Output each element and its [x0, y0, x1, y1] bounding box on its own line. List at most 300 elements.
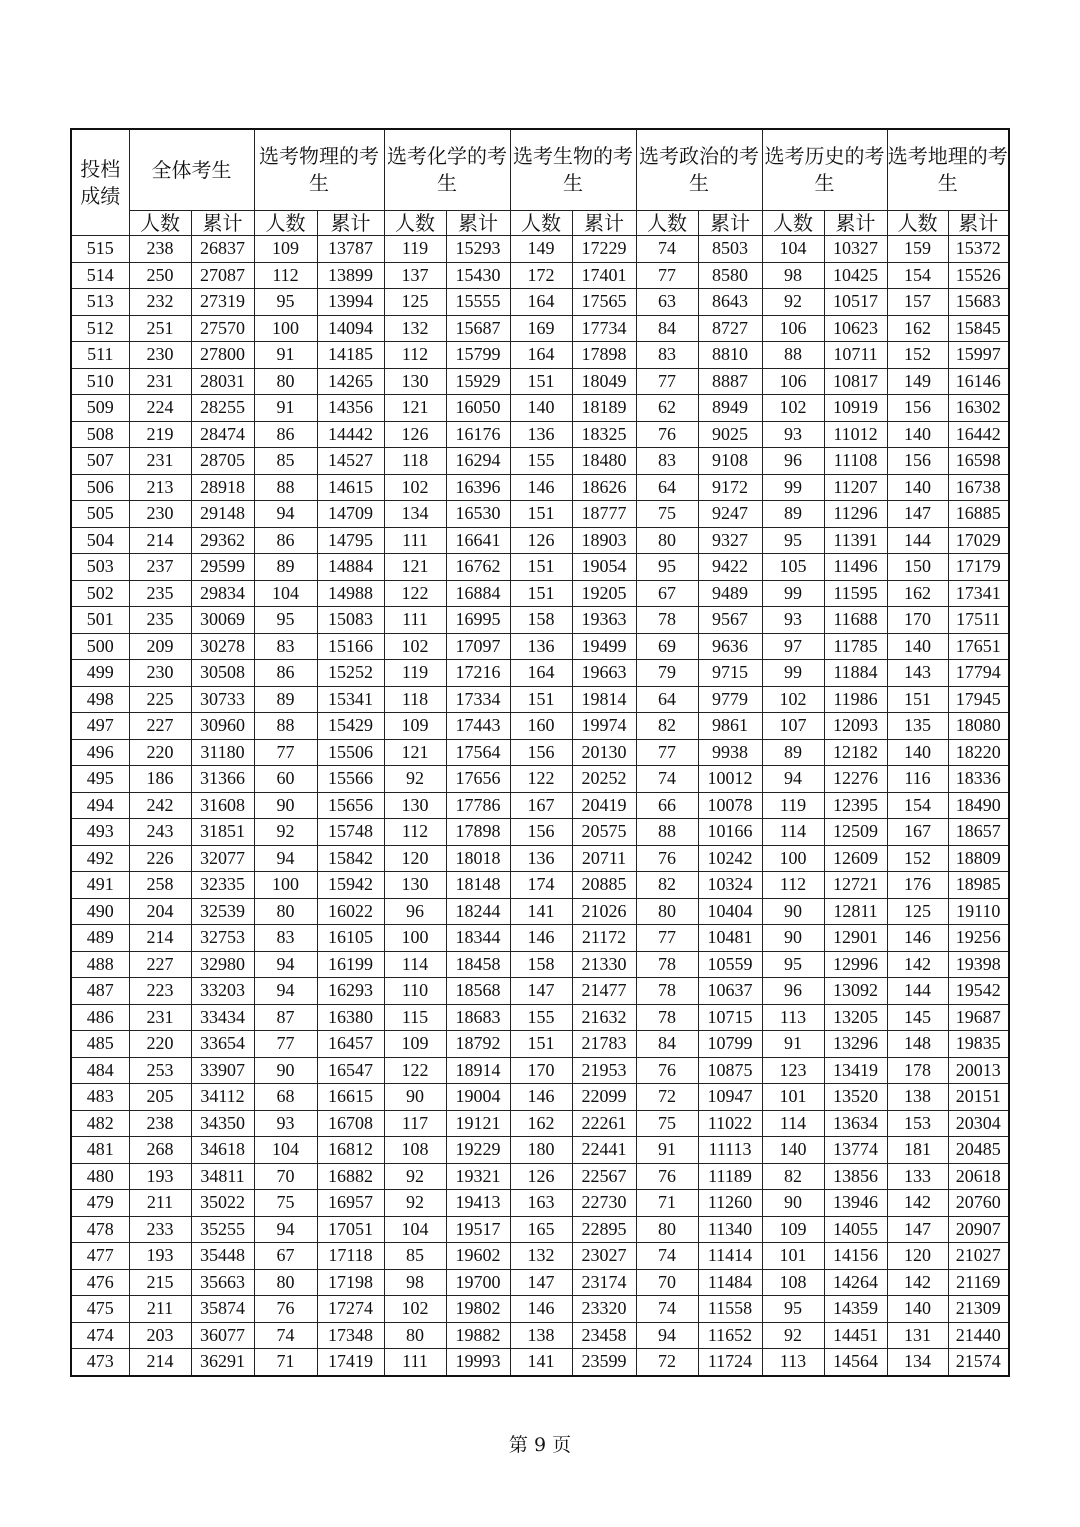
count-cell: 155	[510, 448, 572, 475]
table-row	[71, 368, 1009, 395]
cumulative-cell: 19835	[948, 1031, 1009, 1058]
count-cell: 94	[254, 501, 317, 528]
cumulative-cell: 8580	[698, 262, 762, 289]
cumulative-cell: 35874	[191, 1296, 254, 1323]
cumulative-cell: 11986	[824, 686, 887, 713]
cumulative-cell: 19321	[446, 1163, 510, 1190]
count-cell: 151	[510, 554, 572, 581]
cumulative-cell: 34811	[191, 1163, 254, 1190]
count-cell: 82	[636, 872, 698, 899]
cumulative-cell: 18080	[948, 713, 1009, 740]
header-group-geography: 选考地理的考生	[887, 129, 1009, 211]
table-row	[71, 474, 1009, 501]
cumulative-cell: 34350	[191, 1110, 254, 1137]
count-cell: 209	[129, 633, 191, 660]
cumulative-cell: 20907	[948, 1216, 1009, 1243]
cumulative-cell: 12811	[824, 898, 887, 925]
count-cell: 140	[510, 395, 572, 422]
count-cell: 142	[887, 1190, 948, 1217]
cumulative-cell: 20885	[572, 872, 636, 899]
count-cell: 144	[887, 527, 948, 554]
count-cell: 91	[762, 1031, 824, 1058]
table-row	[71, 686, 1009, 713]
cumulative-cell: 35448	[191, 1243, 254, 1270]
count-cell: 132	[510, 1243, 572, 1270]
count-cell: 92	[762, 1322, 824, 1349]
cumulative-cell: 19882	[446, 1322, 510, 1349]
cumulative-cell: 29599	[191, 554, 254, 581]
cumulative-cell: 18568	[446, 978, 510, 1005]
cumulative-cell: 19004	[446, 1084, 510, 1111]
cumulative-cell: 30733	[191, 686, 254, 713]
count-cell: 95	[762, 951, 824, 978]
count-cell: 78	[636, 607, 698, 634]
count-cell: 141	[510, 898, 572, 925]
score-cell: 497	[71, 713, 129, 740]
count-cell: 64	[636, 686, 698, 713]
cumulative-cell: 27087	[191, 262, 254, 289]
table-row	[71, 501, 1009, 528]
count-cell: 94	[254, 951, 317, 978]
cumulative-cell: 10715	[698, 1004, 762, 1031]
cumulative-cell: 11391	[824, 527, 887, 554]
count-cell: 211	[129, 1296, 191, 1323]
score-cell: 474	[71, 1322, 129, 1349]
count-cell: 76	[636, 1057, 698, 1084]
cumulative-cell: 16995	[446, 607, 510, 634]
cumulative-cell: 17051	[317, 1216, 384, 1243]
cumulative-cell: 33434	[191, 1004, 254, 1031]
score-cell: 504	[71, 527, 129, 554]
cumulative-cell: 18049	[572, 368, 636, 395]
cumulative-cell: 17348	[317, 1322, 384, 1349]
cumulative-cell: 17118	[317, 1243, 384, 1270]
cumulative-cell: 15555	[446, 289, 510, 316]
score-cell: 487	[71, 978, 129, 1005]
score-table	[70, 128, 1010, 1377]
score-cell: 483	[71, 1084, 129, 1111]
count-cell: 77	[636, 925, 698, 952]
count-cell: 90	[762, 898, 824, 925]
cumulative-cell: 15845	[948, 315, 1009, 342]
cumulative-cell: 10919	[824, 395, 887, 422]
count-cell: 121	[384, 395, 446, 422]
cumulative-cell: 19687	[948, 1004, 1009, 1031]
table-row	[71, 580, 1009, 607]
count-cell: 74	[636, 236, 698, 263]
cumulative-cell: 17511	[948, 607, 1009, 634]
count-cell: 231	[129, 1004, 191, 1031]
count-cell: 136	[510, 421, 572, 448]
count-cell: 219	[129, 421, 191, 448]
count-cell: 72	[636, 1349, 698, 1376]
count-cell: 193	[129, 1243, 191, 1270]
cumulative-cell: 32753	[191, 925, 254, 952]
count-cell: 78	[636, 951, 698, 978]
cumulative-cell: 19413	[446, 1190, 510, 1217]
count-cell: 243	[129, 819, 191, 846]
table-row	[71, 421, 1009, 448]
cumulative-cell: 9108	[698, 448, 762, 475]
count-cell: 251	[129, 315, 191, 342]
table-row	[71, 554, 1009, 581]
count-cell: 92	[384, 1190, 446, 1217]
count-cell: 90	[254, 792, 317, 819]
count-cell: 80	[254, 1269, 317, 1296]
count-cell: 169	[510, 315, 572, 342]
cumulative-cell: 20419	[572, 792, 636, 819]
count-cell: 138	[510, 1322, 572, 1349]
cumulative-cell: 12395	[824, 792, 887, 819]
count-cell: 80	[384, 1322, 446, 1349]
count-cell: 164	[510, 660, 572, 687]
count-cell: 147	[887, 1216, 948, 1243]
count-cell: 114	[384, 951, 446, 978]
cumulative-cell: 17216	[446, 660, 510, 687]
table-row	[71, 342, 1009, 369]
count-cell: 102	[762, 686, 824, 713]
count-cell: 145	[887, 1004, 948, 1031]
score-cell: 501	[71, 607, 129, 634]
count-cell: 94	[254, 845, 317, 872]
count-cell: 117	[384, 1110, 446, 1137]
cumulative-cell: 14988	[317, 580, 384, 607]
cumulative-cell: 9489	[698, 580, 762, 607]
cumulative-cell: 11884	[824, 660, 887, 687]
table-row	[71, 1269, 1009, 1296]
count-cell: 193	[129, 1163, 191, 1190]
score-cell: 514	[71, 262, 129, 289]
cumulative-cell: 9779	[698, 686, 762, 713]
cumulative-cell: 15293	[446, 236, 510, 263]
cumulative-cell: 9422	[698, 554, 762, 581]
count-cell: 119	[384, 660, 446, 687]
count-cell: 186	[129, 766, 191, 793]
count-cell: 126	[510, 527, 572, 554]
cumulative-cell: 19802	[446, 1296, 510, 1323]
cumulative-cell: 19517	[446, 1216, 510, 1243]
cumulative-cell: 8643	[698, 289, 762, 316]
count-cell: 125	[887, 898, 948, 925]
count-cell: 146	[887, 925, 948, 952]
cumulative-cell: 10242	[698, 845, 762, 872]
count-cell: 104	[384, 1216, 446, 1243]
count-cell: 131	[887, 1322, 948, 1349]
table-row	[71, 1296, 1009, 1323]
cumulative-cell: 13092	[824, 978, 887, 1005]
count-cell: 95	[254, 607, 317, 634]
cumulative-cell: 18220	[948, 739, 1009, 766]
cumulative-cell: 18903	[572, 527, 636, 554]
table-row	[71, 315, 1009, 342]
cumulative-cell: 15506	[317, 739, 384, 766]
count-cell: 151	[510, 368, 572, 395]
count-cell: 119	[384, 236, 446, 263]
cumulative-cell: 16457	[317, 1031, 384, 1058]
cumulative-cell: 10817	[824, 368, 887, 395]
count-cell: 84	[636, 1031, 698, 1058]
score-cell: 490	[71, 898, 129, 925]
header-cumulative: 累计	[948, 211, 1009, 236]
cumulative-cell: 27570	[191, 315, 254, 342]
header-count: 人数	[762, 211, 824, 236]
cumulative-cell: 22441	[572, 1137, 636, 1164]
cumulative-cell: 17334	[446, 686, 510, 713]
cumulative-cell: 23458	[572, 1322, 636, 1349]
cumulative-cell: 23320	[572, 1296, 636, 1323]
cumulative-cell: 13787	[317, 236, 384, 263]
count-cell: 170	[887, 607, 948, 634]
count-cell: 102	[384, 633, 446, 660]
count-cell: 84	[636, 315, 698, 342]
count-cell: 92	[384, 1163, 446, 1190]
cumulative-cell: 18336	[948, 766, 1009, 793]
count-cell: 147	[887, 501, 948, 528]
cumulative-cell: 20151	[948, 1084, 1009, 1111]
header-cumulative: 累计	[446, 211, 510, 236]
cumulative-cell: 28031	[191, 368, 254, 395]
count-cell: 120	[384, 845, 446, 872]
score-cell: 476	[71, 1269, 129, 1296]
count-cell: 111	[384, 1349, 446, 1376]
cumulative-cell: 16641	[446, 527, 510, 554]
count-cell: 205	[129, 1084, 191, 1111]
count-cell: 77	[636, 262, 698, 289]
count-cell: 214	[129, 925, 191, 952]
count-cell: 68	[254, 1084, 317, 1111]
count-cell: 74	[636, 766, 698, 793]
cumulative-cell: 13994	[317, 289, 384, 316]
count-cell: 83	[254, 925, 317, 952]
count-cell: 130	[384, 872, 446, 899]
cumulative-cell: 11688	[824, 607, 887, 634]
cumulative-cell: 18480	[572, 448, 636, 475]
cumulative-cell: 19054	[572, 554, 636, 581]
cumulative-cell: 13419	[824, 1057, 887, 1084]
count-cell: 235	[129, 580, 191, 607]
count-cell: 86	[254, 660, 317, 687]
count-cell: 150	[887, 554, 948, 581]
table-row	[71, 1004, 1009, 1031]
count-cell: 215	[129, 1269, 191, 1296]
cumulative-cell: 11558	[698, 1296, 762, 1323]
count-cell: 91	[254, 395, 317, 422]
cumulative-cell: 11113	[698, 1137, 762, 1164]
cumulative-cell: 10875	[698, 1057, 762, 1084]
cumulative-cell: 27319	[191, 289, 254, 316]
count-cell: 104	[762, 236, 824, 263]
cumulative-cell: 16884	[446, 580, 510, 607]
count-cell: 138	[887, 1084, 948, 1111]
cumulative-cell: 17564	[446, 739, 510, 766]
cumulative-cell: 8949	[698, 395, 762, 422]
count-cell: 151	[510, 1031, 572, 1058]
cumulative-cell: 9938	[698, 739, 762, 766]
cumulative-cell: 31366	[191, 766, 254, 793]
cumulative-cell: 18914	[446, 1057, 510, 1084]
cumulative-cell: 15942	[317, 872, 384, 899]
count-cell: 119	[762, 792, 824, 819]
count-cell: 98	[762, 262, 824, 289]
cumulative-cell: 18657	[948, 819, 1009, 846]
cumulative-cell: 17097	[446, 633, 510, 660]
count-cell: 60	[254, 766, 317, 793]
table-row	[71, 1057, 1009, 1084]
count-cell: 95	[762, 527, 824, 554]
cumulative-cell: 17656	[446, 766, 510, 793]
cumulative-cell: 8727	[698, 315, 762, 342]
cumulative-cell: 16738	[948, 474, 1009, 501]
count-cell: 70	[636, 1269, 698, 1296]
cumulative-cell: 22099	[572, 1084, 636, 1111]
count-cell: 83	[254, 633, 317, 660]
cumulative-cell: 35663	[191, 1269, 254, 1296]
count-cell: 237	[129, 554, 191, 581]
cumulative-cell: 18189	[572, 395, 636, 422]
count-cell: 154	[887, 792, 948, 819]
count-cell: 89	[762, 501, 824, 528]
count-cell: 137	[384, 262, 446, 289]
cumulative-cell: 16812	[317, 1137, 384, 1164]
cumulative-cell: 18809	[948, 845, 1009, 872]
count-cell: 100	[762, 845, 824, 872]
table-row	[71, 1190, 1009, 1217]
cumulative-cell: 16105	[317, 925, 384, 952]
count-cell: 174	[510, 872, 572, 899]
cumulative-cell: 19398	[948, 951, 1009, 978]
count-cell: 97	[762, 633, 824, 660]
cumulative-cell: 31180	[191, 739, 254, 766]
cumulative-cell: 35022	[191, 1190, 254, 1217]
cumulative-cell: 9025	[698, 421, 762, 448]
cumulative-cell: 8887	[698, 368, 762, 395]
cumulative-cell: 11785	[824, 633, 887, 660]
count-cell: 71	[254, 1349, 317, 1376]
cumulative-cell: 13205	[824, 1004, 887, 1031]
cumulative-cell: 14264	[824, 1269, 887, 1296]
cumulative-cell: 15526	[948, 262, 1009, 289]
count-cell: 120	[887, 1243, 948, 1270]
count-cell: 93	[254, 1110, 317, 1137]
score-cell: 477	[71, 1243, 129, 1270]
count-cell: 125	[384, 289, 446, 316]
cumulative-cell: 14442	[317, 421, 384, 448]
count-cell: 152	[887, 342, 948, 369]
count-cell: 116	[887, 766, 948, 793]
count-cell: 214	[129, 527, 191, 554]
table-row	[71, 1216, 1009, 1243]
count-cell: 151	[510, 501, 572, 528]
table-row	[71, 660, 1009, 687]
cumulative-cell: 10637	[698, 978, 762, 1005]
count-cell: 126	[510, 1163, 572, 1190]
count-cell: 79	[636, 660, 698, 687]
cumulative-cell: 18344	[446, 925, 510, 952]
cumulative-cell: 30278	[191, 633, 254, 660]
header-cumulative: 累计	[698, 211, 762, 236]
header-group-chemistry: 选考化学的考生	[384, 129, 510, 211]
cumulative-cell: 17898	[572, 342, 636, 369]
count-cell: 114	[762, 1110, 824, 1137]
cumulative-cell: 19499	[572, 633, 636, 660]
score-cell: 479	[71, 1190, 129, 1217]
count-cell: 102	[384, 474, 446, 501]
score-cell: 513	[71, 289, 129, 316]
count-cell: 130	[384, 368, 446, 395]
cumulative-cell: 31851	[191, 819, 254, 846]
cumulative-cell: 10078	[698, 792, 762, 819]
count-cell: 76	[636, 845, 698, 872]
cumulative-cell: 16882	[317, 1163, 384, 1190]
table-row	[71, 978, 1009, 1005]
count-cell: 102	[762, 395, 824, 422]
cumulative-cell: 11340	[698, 1216, 762, 1243]
count-cell: 80	[254, 368, 317, 395]
count-cell: 114	[762, 819, 824, 846]
cumulative-cell: 20618	[948, 1163, 1009, 1190]
count-cell: 99	[762, 474, 824, 501]
cumulative-cell: 15430	[446, 262, 510, 289]
header-group-history: 选考历史的考生	[762, 129, 887, 211]
count-cell: 122	[384, 580, 446, 607]
header-group-biology: 选考生物的考生	[510, 129, 636, 211]
count-cell: 134	[887, 1349, 948, 1376]
cumulative-cell: 20711	[572, 845, 636, 872]
cumulative-cell: 22567	[572, 1163, 636, 1190]
count-cell: 69	[636, 633, 698, 660]
count-cell: 109	[384, 1031, 446, 1058]
count-cell: 227	[129, 713, 191, 740]
cumulative-cell: 19121	[446, 1110, 510, 1137]
score-cell: 491	[71, 872, 129, 899]
count-cell: 160	[510, 713, 572, 740]
cumulative-cell: 12996	[824, 951, 887, 978]
cumulative-cell: 18325	[572, 421, 636, 448]
count-cell: 113	[762, 1004, 824, 1031]
cumulative-cell: 27800	[191, 342, 254, 369]
count-cell: 108	[384, 1137, 446, 1164]
cumulative-cell: 16146	[948, 368, 1009, 395]
table-row	[71, 395, 1009, 422]
table-row	[71, 527, 1009, 554]
count-cell: 94	[762, 766, 824, 793]
cumulative-cell: 10012	[698, 766, 762, 793]
score-cell: 503	[71, 554, 129, 581]
cumulative-cell: 10559	[698, 951, 762, 978]
count-cell: 167	[887, 819, 948, 846]
cumulative-cell: 21953	[572, 1057, 636, 1084]
cumulative-cell: 15429	[317, 713, 384, 740]
count-cell: 80	[254, 898, 317, 925]
cumulative-cell: 18626	[572, 474, 636, 501]
cumulative-cell: 17443	[446, 713, 510, 740]
cumulative-cell: 15083	[317, 607, 384, 634]
cumulative-cell: 9327	[698, 527, 762, 554]
cumulative-cell: 29362	[191, 527, 254, 554]
header-cumulative: 累计	[572, 211, 636, 236]
cumulative-cell: 18490	[948, 792, 1009, 819]
count-cell: 242	[129, 792, 191, 819]
count-cell: 230	[129, 501, 191, 528]
count-cell: 238	[129, 1110, 191, 1137]
cumulative-cell: 17198	[317, 1269, 384, 1296]
count-cell: 151	[510, 686, 572, 713]
score-cell: 507	[71, 448, 129, 475]
count-cell: 151	[887, 686, 948, 713]
count-cell: 91	[254, 342, 317, 369]
table-row	[71, 792, 1009, 819]
count-cell: 142	[887, 1269, 948, 1296]
